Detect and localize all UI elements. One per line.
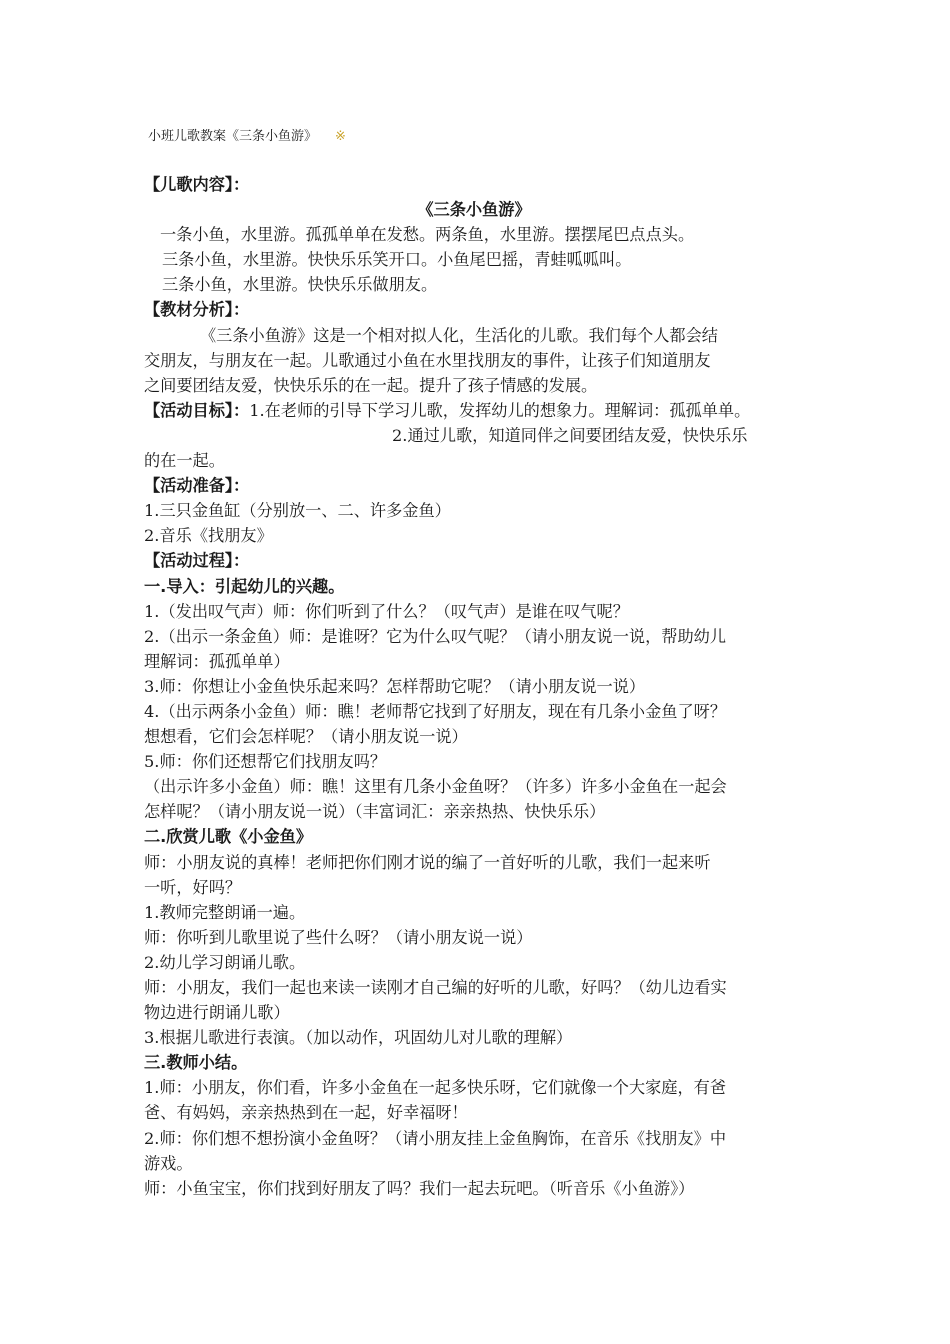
section-heading: 一.导入：引起幼儿的兴趣。 <box>144 576 345 596</box>
step-line: 物边进行朗诵儿歌） <box>144 1003 290 1023</box>
document-body <box>144 172 824 1201</box>
step-line: 爸、有妈妈，亲亲热热到在一起，好幸福呀！ <box>144 1103 468 1123</box>
step-line: 3.根据儿歌进行表演。（加以动作，巩固幼儿对儿歌的理解） <box>144 1028 573 1048</box>
heading-analysis: 【教材分析】： <box>144 300 250 320</box>
step-line: 怎样呢？（请小朋友说一说）（丰富词汇：亲亲热热、快快乐乐） <box>144 802 606 822</box>
step-line: 想想看，它们会怎样呢？（请小朋友说一说） <box>144 727 468 747</box>
step-line: 2.幼儿学习朗诵儿歌。 <box>144 952 306 972</box>
step-line: 1.（发出叹气声）师：你们听到了什么？（叹气声）是谁在叹气呢？ <box>144 601 629 621</box>
step-line: 1.师：小朋友，你们看，许多小金鱼在一起多快乐呀，它们就像一个大家庭，有爸 <box>144 1078 727 1098</box>
title-text: 小班儿歌教案《三条小鱼游》 <box>148 129 318 144</box>
poem-title: 《三条小鱼游》 <box>417 200 531 220</box>
step-line: 2.（出示一条金鱼）师：是谁呀？它为什么叹气呢？（请小朋友说一说，帮助幼儿 <box>144 626 727 646</box>
step-line: 3.师：你想让小金鱼快乐起来吗？怎样帮助它呢？（请小朋友说一说） <box>144 676 646 696</box>
step-line: 师：小朋友，我们一起也来读一读刚才自己编的好听的儿歌，好吗？（幼儿边看实 <box>144 978 727 997</box>
heading-process: 【活动过程】： <box>144 551 250 571</box>
paragraph-line: 之间要团结友爱，快快乐乐的在一起。提升了孩子情感的发展。 <box>144 375 598 395</box>
step-line: 师：小鱼宝宝，你们找到好朋友了吗？我们一起去玩吧。（听音乐《小鱼游》） <box>144 1178 695 1198</box>
goal-line <box>144 398 824 423</box>
section-heading: 三.教师小结。 <box>144 1053 248 1073</box>
goal-item: 2.通过儿歌，知道同伴之间要团结友爱，快快乐乐 <box>392 425 748 445</box>
poem-line: 一条小鱼，水里游。孤孤单单在发愁。两条鱼，水里游。摆摆尾巴点点头。 <box>160 225 695 245</box>
step-line: 5.师：你们还想帮它们找朋友吗？ <box>144 752 387 772</box>
prep-item: 1.三只金鱼缸（分别放一、二、许多金鱼） <box>144 501 451 521</box>
paragraph-line: 交朋友，与朋友在一起。儿歌通过小鱼在水里找朋友的事件，让孩子们知道朋友 <box>144 350 711 370</box>
title-mark: ※ <box>335 129 346 144</box>
heading-content: 【儿歌内容】： <box>144 175 250 194</box>
document-title <box>148 129 346 145</box>
step-line: 师：你听到儿歌里说了些什么呀？（请小朋友说一说） <box>144 927 533 947</box>
paragraph-line: 《三条小鱼游》这是一个相对拟人化，生活化的儿歌。我们每个人都会结 <box>200 325 718 345</box>
step-line: 理解词：孤孤单单） <box>144 651 290 671</box>
step-line: （出示许多小金鱼）师：瞧！这里有几条小金鱼呀？（许多）许多小金鱼在一起会 <box>144 777 727 797</box>
heading-goal: 【活动目标】： <box>144 400 250 420</box>
goal-item: 1.在老师的引导下学习儿歌，发挥幼儿的想象力。理解词：孤孤单单。 <box>249 400 751 420</box>
goal-item-continued: 的在一起。 <box>144 451 225 471</box>
step-line: 游戏。 <box>144 1153 193 1173</box>
section-heading: 二.欣赏儿歌《小金鱼》 <box>144 827 313 847</box>
heading-prep: 【活动准备】： <box>144 476 250 496</box>
step-line: 师：小朋友说的真棒！老师把你们刚才说的编了一首好听的儿歌，我们一起来听 <box>144 852 711 872</box>
step-line: 1.教师完整朗诵一遍。 <box>144 902 306 922</box>
step-line: 2.师：你们想不想扮演小金鱼呀？（请小朋友挂上金鱼胸饰，在音乐《找朋友》中 <box>144 1128 727 1148</box>
step-line: 4.（出示两条小金鱼）师：瞧！老师帮它找到了好朋友，现在有几条小金鱼了呀？ <box>144 701 727 721</box>
poem-line: 三条小鱼，水里游。快快乐乐做朋友。 <box>162 275 438 295</box>
step-line: 一听，好吗？ <box>144 877 242 897</box>
poem-line: 三条小鱼，水里游。快快乐乐笑开口。小鱼尾巴摇，青蛙呱呱叫。 <box>162 250 632 270</box>
prep-item: 2.音乐《找朋友》 <box>144 526 273 546</box>
